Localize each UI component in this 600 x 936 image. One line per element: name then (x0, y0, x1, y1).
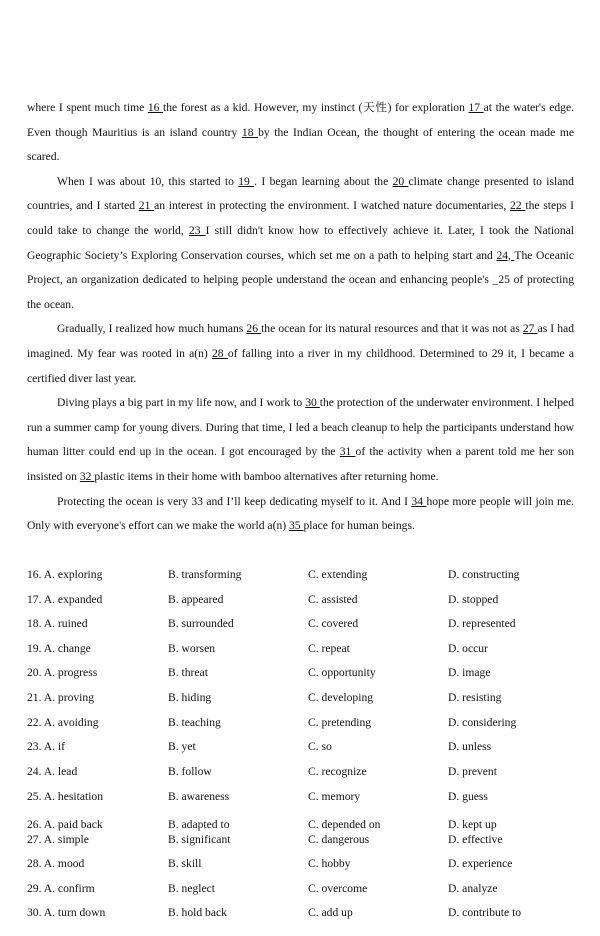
option-text: C. pretending (308, 716, 372, 729)
option-b (168, 689, 211, 707)
option-c (308, 640, 350, 658)
option-text: D. analyze (448, 882, 498, 895)
question-number: 27. (27, 833, 42, 846)
option-d (448, 714, 516, 732)
option-c (308, 566, 367, 584)
option-text: D. stopped (448, 593, 499, 606)
option-text: C. memory (308, 790, 361, 803)
option-text: A. lead (43, 765, 78, 778)
blank-18: 18 (241, 125, 259, 139)
option-text: B. awareness (168, 790, 230, 803)
option-b (168, 714, 221, 732)
option-a (27, 904, 105, 922)
option-a (27, 591, 102, 609)
passage-text: of falling into a river in my childhood. Determined to 29 it, I became a certified diver last year. (27, 346, 574, 385)
option-text: B. appeared (168, 593, 224, 606)
blank-26: 26 (246, 322, 262, 336)
option-b (168, 566, 241, 584)
option-text: C. so (308, 740, 332, 753)
option-b (168, 738, 196, 756)
question-row (27, 880, 574, 898)
option-d (448, 566, 519, 584)
option-text: C. covered (308, 617, 359, 630)
question-row (27, 831, 574, 849)
option-text: A. turn down (43, 906, 106, 919)
option-b (168, 788, 229, 806)
option-a (27, 566, 102, 584)
question-row (27, 738, 574, 756)
option-a (27, 689, 94, 707)
passage-text: by the Indian Ocean, the thought of entering the ocean made me scared. (27, 125, 574, 164)
option-text: C. recognize (308, 765, 367, 778)
question-row (27, 763, 574, 781)
option-text: B. hold back (168, 906, 227, 919)
option-b (168, 763, 212, 781)
option-d (448, 591, 498, 609)
option-text: A. hesitation (43, 790, 104, 803)
option-text: B. transforming (168, 568, 242, 581)
question-number: 29. (27, 882, 42, 895)
blank-17: 17 (468, 101, 484, 114)
question-number: 24. (27, 765, 42, 778)
blank-31: 31 (339, 445, 356, 459)
option-c (308, 738, 332, 756)
option-text: A. progress (43, 666, 98, 679)
passage-text: hope more people will join me. Only with everyone's effort can we make the world a(n) (27, 494, 575, 533)
blank-16: 16 (147, 101, 164, 114)
option-text: A. paid back (43, 818, 103, 831)
option-text: D. considering (448, 716, 517, 729)
option-c (308, 689, 373, 707)
option-c (308, 880, 367, 898)
option-d (448, 738, 491, 756)
option-d (448, 904, 521, 922)
option-c (308, 615, 358, 633)
option-text: B. hiding (168, 691, 212, 704)
blank-20: 20 (392, 174, 409, 188)
option-c (308, 855, 351, 873)
passage-text: of the activity when a parent told me her son insisted on (27, 445, 574, 483)
option-text: D. contribute to (448, 906, 522, 919)
blank-30: 30 (305, 396, 320, 410)
option-a (27, 831, 89, 849)
blank-19: 19 (238, 174, 255, 188)
option-text: C. add up (308, 906, 353, 919)
option-b (168, 880, 215, 898)
option-a (27, 738, 65, 756)
passage-text: an interest in protecting the environment. I watched nature documentaries, (154, 199, 511, 213)
option-text: A. simple (43, 833, 89, 846)
option-text: B. adapted to (168, 818, 230, 831)
question-number: 23. (27, 740, 42, 753)
question-number: 30. (27, 906, 42, 919)
option-text: A. change (43, 642, 91, 655)
option-b (168, 664, 208, 682)
question-row (27, 591, 574, 609)
passage-text: as I had imagined. My fear was rooted in a(n) (27, 322, 575, 360)
option-text: A. avoiding (43, 716, 99, 729)
option-a (27, 880, 95, 898)
option-text: B. significant (168, 833, 231, 846)
option-d (448, 855, 512, 873)
question-number: 17. (27, 593, 42, 606)
option-text: A. expanded (43, 593, 103, 606)
option-text: B. neglect (168, 882, 216, 895)
question-number: 28. (27, 857, 42, 870)
option-b (168, 904, 227, 922)
option-c (308, 831, 369, 849)
option-c (308, 591, 358, 609)
option-text: D. kept up (448, 818, 497, 831)
option-c (308, 788, 360, 806)
option-text: C. hobby (308, 857, 351, 870)
cloze-passage (27, 96, 574, 539)
blank-22: 22 (510, 199, 526, 213)
option-text: C. dangerous (308, 833, 370, 846)
option-a (27, 855, 84, 873)
blank-24: 24, (496, 248, 515, 262)
option-b (168, 591, 223, 609)
option-c (308, 904, 353, 922)
paragraph-1 (27, 96, 574, 170)
option-d (448, 640, 488, 658)
option-b (168, 855, 202, 873)
blank-32: 32 (79, 469, 95, 483)
option-text: B. skill (168, 857, 202, 870)
blank-28: 28 (212, 346, 228, 360)
option-text: C. depended on (308, 818, 381, 831)
option-d (448, 615, 516, 633)
question-row (27, 904, 574, 922)
option-c (308, 763, 367, 781)
passage-text: climate change presented to island countries, and I started (27, 174, 574, 213)
option-text: A. if (43, 740, 66, 753)
passage-text: The Oceanic Project, an organization dedicated to helping people understand the ocean and enhancing people's _25 of protecting the ocean. (27, 248, 575, 311)
option-a (27, 714, 99, 732)
paragraph-4 (27, 391, 574, 489)
option-a (27, 640, 91, 658)
passage-text: the ocean for its natural resources and that it was not as (261, 322, 523, 336)
blank-27: 27 (522, 322, 538, 336)
option-d (448, 689, 501, 707)
option-text: D. occur (448, 642, 488, 655)
question-row (27, 714, 574, 732)
blank-34: 34 (411, 494, 427, 508)
option-a (27, 615, 88, 633)
option-d (448, 664, 491, 682)
option-text: B. worsen (168, 642, 216, 655)
option-text: C. extending (308, 568, 368, 581)
option-b (168, 640, 215, 658)
question-row (27, 855, 574, 873)
passage-text: Protecting the ocean is very 33 and I’ll keep dedicating myself to it. And I (57, 494, 412, 508)
question-number: 25. (27, 790, 42, 803)
passage-text: place for human beings. (303, 519, 415, 533)
option-text: D. experience (448, 857, 513, 870)
passage-text: Gradually, I realized how much humans (57, 322, 247, 336)
option-text: B. teaching (168, 716, 221, 729)
option-text: B. yet (168, 740, 196, 753)
option-text: D. image (448, 666, 491, 679)
option-d (448, 763, 497, 781)
option-c (308, 714, 371, 732)
option-text: A. proving (43, 691, 95, 704)
question-row (27, 689, 574, 707)
passage-text: the steps I could take to change the world, (27, 199, 574, 237)
passage-text: at the water's edge. Even though Mauritius is an island country (27, 101, 575, 139)
option-text: D. constructing (448, 568, 520, 581)
question-row (27, 664, 574, 682)
paragraph-3 (27, 317, 574, 391)
question-row (27, 566, 574, 584)
question-number: 16. (27, 568, 42, 581)
option-b (168, 615, 234, 633)
option-a (27, 664, 97, 682)
option-d (448, 788, 488, 806)
question-number: 22. (27, 716, 42, 729)
option-text: B. threat (168, 666, 208, 679)
option-text: D. guess (448, 790, 488, 803)
question-number: 18. (27, 617, 42, 630)
question-number: 20. (27, 666, 42, 679)
passage-text: where I spent much time (27, 101, 148, 114)
blank-35: 35 (289, 519, 304, 533)
option-d (448, 831, 503, 849)
option-text: C. assisted (308, 593, 358, 606)
passage-text: the protection of the underwater environment. I helped run a summer camp for young divers. During that time, I led a beach cleanup to help the participants understand how human litter could end up in the ocean. I got encouraged by the (27, 396, 575, 459)
question-row (27, 788, 574, 806)
option-text: C. opportunity (308, 666, 376, 679)
option-d (448, 880, 498, 898)
option-text: B. surrounded (168, 617, 234, 630)
option-text: A. exploring (43, 568, 103, 581)
option-text: A. mood (43, 857, 85, 870)
option-text: C. repeat (308, 642, 350, 655)
blank-21: 21 (138, 199, 155, 213)
option-b (168, 831, 230, 849)
paragraph-2 (27, 170, 574, 318)
option-text: D. represented (448, 617, 516, 630)
paragraph-5 (27, 490, 574, 539)
passage-text: . I began learning about the (254, 174, 393, 188)
option-text: C. overcome (308, 882, 368, 895)
passage-text: Diving plays a big part in my life now, and I work to (57, 396, 306, 410)
question-number: 21. (27, 691, 42, 704)
passage-text: When I was about 10, this started to (57, 174, 239, 188)
option-text: D. unless (448, 740, 492, 753)
option-a (27, 788, 103, 806)
blank-23: 23 (188, 223, 206, 237)
option-text: D. effective (448, 833, 503, 846)
option-a (27, 763, 77, 781)
option-text: C. developing (308, 691, 374, 704)
passage-text: plastic items in their home with bamboo alternatives after returning home. (94, 469, 439, 483)
question-number: 19. (27, 642, 42, 655)
option-text: A. ruined (43, 617, 88, 630)
option-text: A. confirm (43, 882, 95, 895)
question-row (27, 640, 574, 658)
option-text: D. resisting (448, 691, 502, 704)
option-text: D. prevent (448, 765, 497, 778)
passage-text: I still didn't know how to effectively achieve it. Later, I took the National Geographic Society’s Exploring Conservation courses, which set me on a path to helping start and (27, 223, 575, 262)
question-row (27, 615, 574, 633)
option-text: B. follow (168, 765, 212, 778)
option-c (308, 664, 376, 682)
question-number: 26. (27, 818, 42, 831)
passage-text: the forest as a kid. However, my instinct (天性) for exploration (163, 101, 469, 114)
